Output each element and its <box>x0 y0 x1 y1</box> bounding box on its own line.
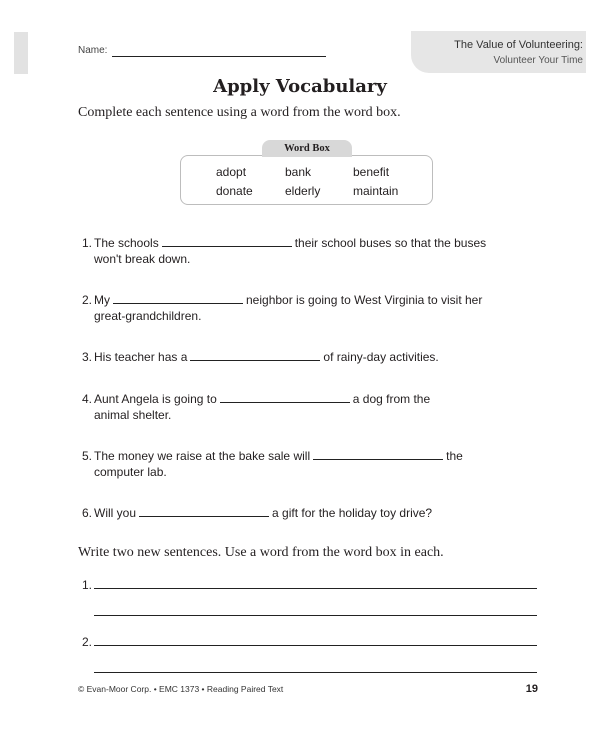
word-bank: bank <box>285 165 312 179</box>
question-3 <box>94 349 439 365</box>
page-number: 19 <box>525 683 538 695</box>
question-continuation: won't break down. <box>94 252 191 266</box>
question-text: His teacher has a <box>94 350 188 364</box>
answer-blank[interactable] <box>162 246 292 247</box>
question-text: a dog from the <box>352 392 431 406</box>
question-6 <box>94 505 432 521</box>
header-tab-title: The Value of Volunteering: <box>454 39 583 51</box>
answer-blank[interactable] <box>139 516 269 517</box>
question-1 <box>94 235 486 251</box>
writing-line[interactable] <box>94 645 537 646</box>
word-benefit: benefit <box>353 165 390 179</box>
question-text: neighbor is going to West Virginia to visit her <box>246 293 483 307</box>
answer-blank[interactable] <box>313 459 443 460</box>
sentence-number: 1. <box>81 578 92 592</box>
section2-instructions: Write two new sentences. Use a word from the word box in each. <box>78 545 444 560</box>
question-text: Aunt Angela is going to <box>94 392 217 406</box>
question-text: The schools <box>94 236 159 250</box>
word-elderly: elderly <box>285 184 321 198</box>
header-tab-subtitle: Volunteer Your Time <box>493 55 583 66</box>
question-text: their school buses so that the buses <box>294 236 487 250</box>
page-title: Apply Vocabulary <box>213 76 387 97</box>
question-continuation: great-grandchildren. <box>94 309 202 323</box>
question-number: 5. <box>81 449 92 463</box>
question-text: Will you <box>94 506 137 520</box>
word-donate: donate <box>216 184 253 198</box>
question-4 <box>94 391 430 407</box>
writing-line[interactable] <box>94 672 537 673</box>
question-5 <box>94 448 463 464</box>
question-number: 6. <box>81 506 92 520</box>
question-continuation: animal shelter. <box>94 408 172 422</box>
word-adopt: adopt <box>216 165 247 179</box>
answer-blank[interactable] <box>220 402 350 403</box>
writing-line[interactable] <box>94 588 537 589</box>
question-text: The money we raise at the bake sale will <box>94 449 311 463</box>
question-number: 1. <box>81 236 92 250</box>
answer-blank[interactable] <box>113 303 243 304</box>
question-number: 4. <box>81 392 92 406</box>
question-text: of rainy-day activities. <box>323 350 439 364</box>
question-text: the <box>446 449 463 463</box>
name-label: Name: <box>78 45 108 56</box>
word-box-label: Word Box <box>262 140 352 157</box>
header-tab <box>411 31 586 73</box>
question-2 <box>94 292 482 308</box>
name-field-line[interactable] <box>112 56 326 57</box>
question-continuation: computer lab. <box>94 465 167 479</box>
question-number: 2. <box>81 293 92 307</box>
word-maintain: maintain <box>353 184 399 198</box>
writing-line[interactable] <box>94 615 537 616</box>
answer-blank[interactable] <box>190 360 320 361</box>
side-tab-decoration <box>14 32 28 74</box>
instructions: Complete each sentence using a word from the word box. <box>78 105 401 120</box>
question-text: My <box>94 293 110 307</box>
question-number: 3. <box>81 350 92 364</box>
question-text: a gift for the holiday toy drive? <box>272 506 433 520</box>
footer-copyright: © Evan-Moor Corp. • EMC 1373 • Reading Paired Text <box>78 684 284 694</box>
sentence-number: 2. <box>81 635 92 649</box>
